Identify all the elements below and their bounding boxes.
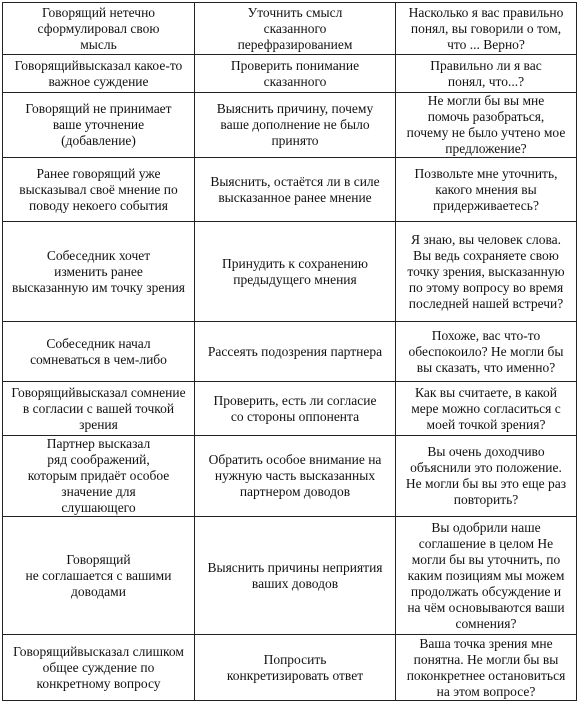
- table-row: [3, 3, 577, 55]
- table-row: [3, 322, 577, 382]
- situation-cell: Говорящий не соглашается с вашими доводами: [3, 517, 195, 635]
- phrase-cell: Не могли бы вы мне помочь разобраться, почему не было учтено мое предложение?: [396, 93, 577, 158]
- goal-cell: Обратить особое внимание на нужную часть высказанных партнером доводов: [195, 436, 396, 517]
- goal-cell: Выяснить причину, почему ваше дополнение не было принято: [195, 93, 396, 158]
- phrase-cell: Я знаю, вы человек слова. Вы ведь сохраняете свою точку зрения, высказанную по этому вопросу во время последней нашей встречи?: [396, 222, 577, 322]
- situation-cell: Говорящийвысказал какое-то важное суждение: [3, 55, 195, 93]
- situation-cell: Собеседник хочет изменить ранее высказанную им точку зрения: [3, 222, 195, 322]
- table-row: [3, 222, 577, 322]
- table-row: [3, 382, 577, 436]
- phrase-cell: Правильно ли я вас понял, что...?: [396, 55, 577, 93]
- table-row: [3, 158, 577, 222]
- phrase-cell: Похоже, вас что-то обеспокоило? Не могли бы вы сказать, что именно?: [396, 322, 577, 382]
- situation-cell: Говорящий не принимает ваше уточнение (добавление): [3, 93, 195, 158]
- phrase-cell: Ваша точка зрения мне понятна. Не могли бы вы поконкретнее остановиться на этом вопросе?: [396, 635, 577, 701]
- phrase-cell: Вы очень доходчиво объяснили это положение. Не могли бы вы это еще раз повторить?: [396, 436, 577, 517]
- table-row: [3, 93, 577, 158]
- goal-cell: Проверить понимание сказанного: [195, 55, 396, 93]
- table-row: [3, 55, 577, 93]
- goal-cell: Попросить конкретизировать ответ: [195, 635, 396, 701]
- phrase-cell: Вы одобрили наше соглашение в целом Не могли бы вы уточнить, по каким позициям мы можем продолжать обсуждение и на чём основываются ваши сомнения?: [396, 517, 577, 635]
- goal-cell: Выяснить причины неприятия ваших доводов: [195, 517, 396, 635]
- situation-cell: Собеседник начал сомневаться в чем-либо: [3, 322, 195, 382]
- phrase-cell: Насколько я вас правильно понял, вы говорили о том, что ... Верно?: [396, 3, 577, 55]
- goal-cell: Уточнить смысл сказанного перефразированием: [195, 3, 396, 55]
- situation-cell: Ранее говорящий уже высказывал своё мнение по поводу некоего события: [3, 158, 195, 222]
- table-row: [3, 517, 577, 635]
- situation-cell: Говорящийвысказал слишком общее суждение по конкретному вопросу: [3, 635, 195, 701]
- communication-phrases-table: [2, 2, 577, 701]
- situation-cell: Говорящий нетечно сформулировал свою мысль: [3, 3, 195, 55]
- phrase-cell: Как вы считаете, в какой мере можно согласиться с моей точкой зрения?: [396, 382, 577, 436]
- goal-cell: Проверить, есть ли согласие со стороны оппонента: [195, 382, 396, 436]
- phrase-cell: Позвольте мне уточнить, какого мнения вы придерживаетесь?: [396, 158, 577, 222]
- goal-cell: Рассеять подозрения партнера: [195, 322, 396, 382]
- situation-cell: Говорящийвысказал сомнение в согласии с вашей точкой зрения: [3, 382, 195, 436]
- table-row: [3, 635, 577, 701]
- situation-cell: Партнер высказал ряд соображений, которым придаёт особое значение для слушающего: [3, 436, 195, 517]
- goal-cell: Выяснить, остаётся ли в силе высказанное ранее мнение: [195, 158, 396, 222]
- table-row: [3, 436, 577, 517]
- goal-cell: Принудить к сохранению предыдущего мнения: [195, 222, 396, 322]
